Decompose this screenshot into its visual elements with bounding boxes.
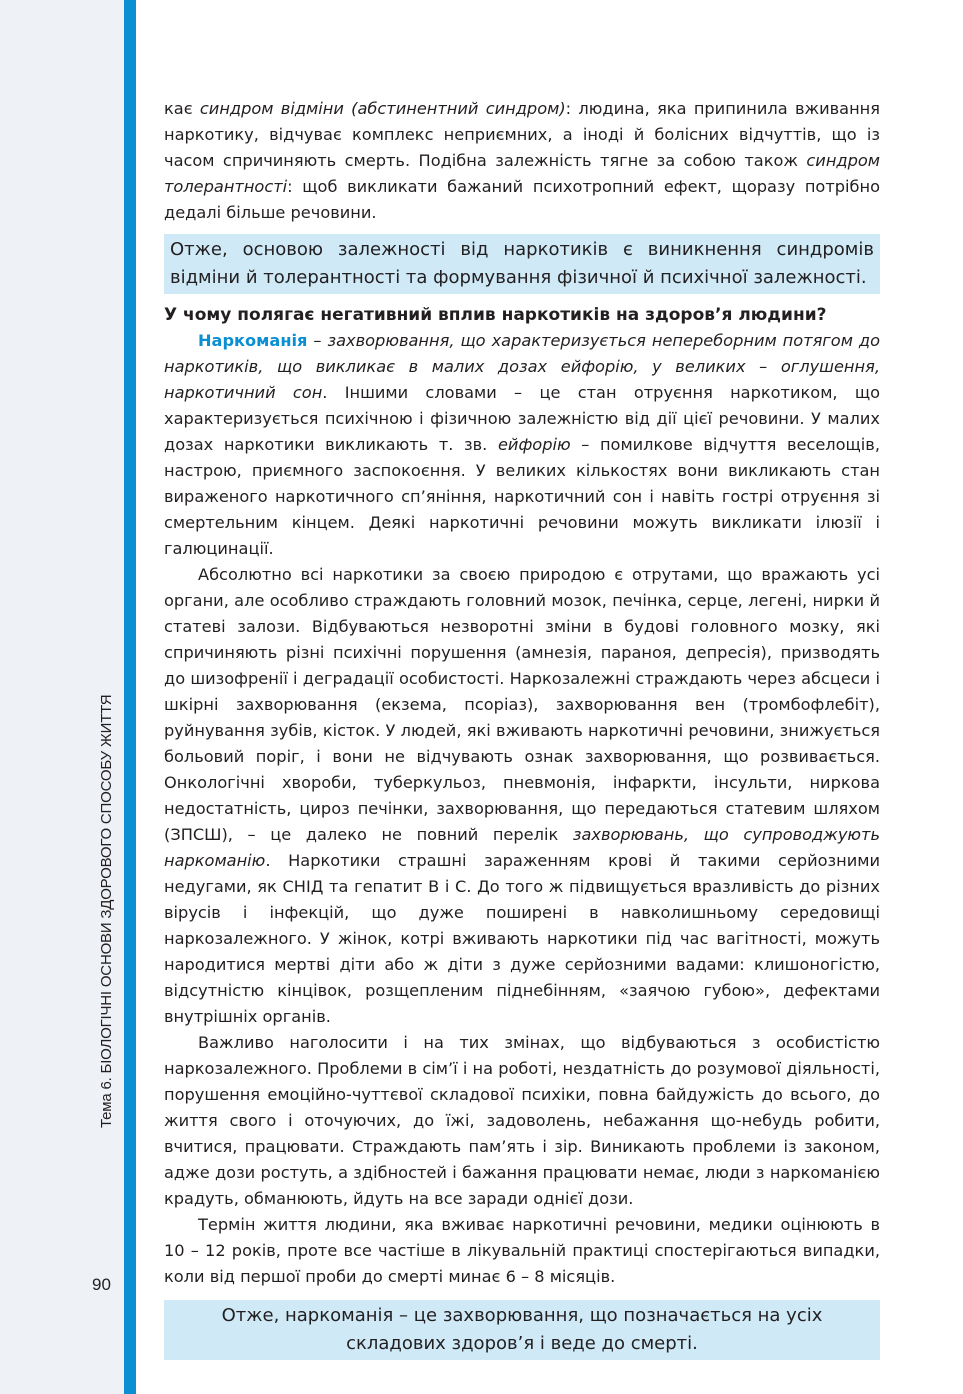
chapter-title-vertical: Тема 6. БІОЛОГІЧНІ ОСНОВИ ЗДОРОВОГО СПОСОБУ ЖИТТЯ: [98, 694, 115, 1128]
term-euphoria: ейфорію: [497, 435, 571, 454]
definition-drug-addiction: захворювання, що характеризується непереборним потягом до наркотиків, що викликає в малих дозах ейфорію, у великих – оглушення, наркотичний сон: [164, 331, 880, 402]
text-run: . Наркотики страшні зараженням крові й такими серйозними недугами, як СНІД та гепатит В і С. До того ж підвищується вразливість до різних вірусів і інфекцій, що дуже поширені в навколишньому середовищі наркозалежного. У жінок, котрі вживають наркотики під час вагітності, можуть народитися мертві діти або ж діти з дуже серйозними вадами: клишоногістю, відсутністю кінцівок, розщепленим піднебінням, «заячою губою», дефектами внутрішніх органів.: [164, 851, 880, 1026]
text-run: : щоб викликати бажаний психотропний ефект, щоразу потрібно дедалі більше речовини.: [164, 177, 880, 222]
text-run: кає: [164, 99, 200, 118]
summary-box-conclusion: [164, 1300, 880, 1360]
page-number: 90: [92, 1275, 111, 1294]
side-accent-stripe: [124, 0, 136, 1394]
page-content: [164, 96, 880, 1368]
paragraph-personality-changes: Важливо наголосити і на тих змінах, що відбуваються з особистістю наркозалежного. Проблеми в сім’ї і на роботі, нездатність до розумової діяльності, порушення емоційно-чуттєвої складової психіки, повна байдужість до всього, до життя свого і оточуючих, до їжі, задоволень, небажання що-небудь робити, вчитися, працювати. Страждають пам’ять і зір. Виникають проблеми із законом, адже дози ростуть, а здібностей і бажання працювати немає, люди з наркоманією крадуть, обманюють, йдуть на все заради однієї дози.: [164, 1033, 880, 1208]
text-run: . Іншими словами – це стан отруєння наркотиком, що характеризується психічною і фізичною залежністю від дії цієї речовини. У малих дозах наркотики викликають т. зв.: [164, 383, 880, 454]
summary-box-dependence: Отже, основою залежності від наркотиків є виникнення синдромів відміни й толерантності та формування фізичної й психічної залежності.: [164, 234, 880, 294]
summary-line: складових здоров’я і веде до смерті.: [346, 1333, 698, 1354]
term-drug-addiction: Наркоманія: [198, 331, 308, 350]
paragraph-life-expectancy: Термін життя людини, яка вживає наркотичні речовини, медики оцінюють в 10 – 12 років, проте все частіше в лікувальній практиці спостерігаються випадки, коли від першої проби до смерті минає 6 – 8 місяців.: [164, 1215, 880, 1286]
summary-line: Отже, наркоманія – це захворювання, що позначається на усіх: [221, 1305, 823, 1326]
term-withdrawal-syndrome: синдром відміни (абстинентний синдром): [199, 99, 566, 118]
text-run: Абсолютно всі наркотики за своєю природою є отрутами, що вражають усі органи, але особливо страждають головний мозок, печінка, серце, легені, нирки й статеві залози. Відбуваються незворотні зміни в будові головного мозку, які спричиняють різні психічні порушення (амнезія, параноя, депресія), призводять до шизофренії і деградації особистості. Наркозалежні страждають через абсцеси і шкірні захворювання (екзема, псоріаз), захворювання вен (тромбофлебіт), руйнування зубів, кісток. У людей, які вживають наркотичні речовини, знижується больовий поріг, і вони не відчувають ознак захворювання, що розвивається. Онкологічні хвороби, туберкульоз, пневмонія, інфаркти, інсульти, ниркова недостатність, цироз печінки, захворювання, що передаються статевим шляхом (ЗПСШ), – це далеко не повний перелік: [164, 565, 880, 844]
text-run: –: [307, 331, 328, 350]
section-heading: У чому полягає негативний вплив наркотиків на здоров’я людини?: [164, 305, 827, 325]
term-tolerance-syndrome: синдром толерантності: [164, 151, 880, 196]
text-run: – помилкове відчуття веселощів, настрою, приємного заспокоєння. У великих кількостях вони викликають стан вираженого наркотичного сп’яніння, наркотичний сон і навіть гострі отруєння зі смертельним кінцем. Деякі наркотичні речовини можуть викликати ілюзії і галюцинації.: [164, 435, 880, 558]
paragraph-organ-damage: [164, 562, 880, 1030]
paragraph-withdrawal: [164, 96, 880, 226]
paragraph-drug-addiction: [164, 328, 880, 562]
term-associated-diseases: захворювань, що супроводжують наркоманію: [164, 825, 880, 870]
text-run: : людина, яка припинила вживання наркотику, відчуває комплекс неприємних, а іноді й болісних відчуттів, що із часом спричиняють смерть. Подібна залежність тягне за собою також: [164, 99, 880, 170]
